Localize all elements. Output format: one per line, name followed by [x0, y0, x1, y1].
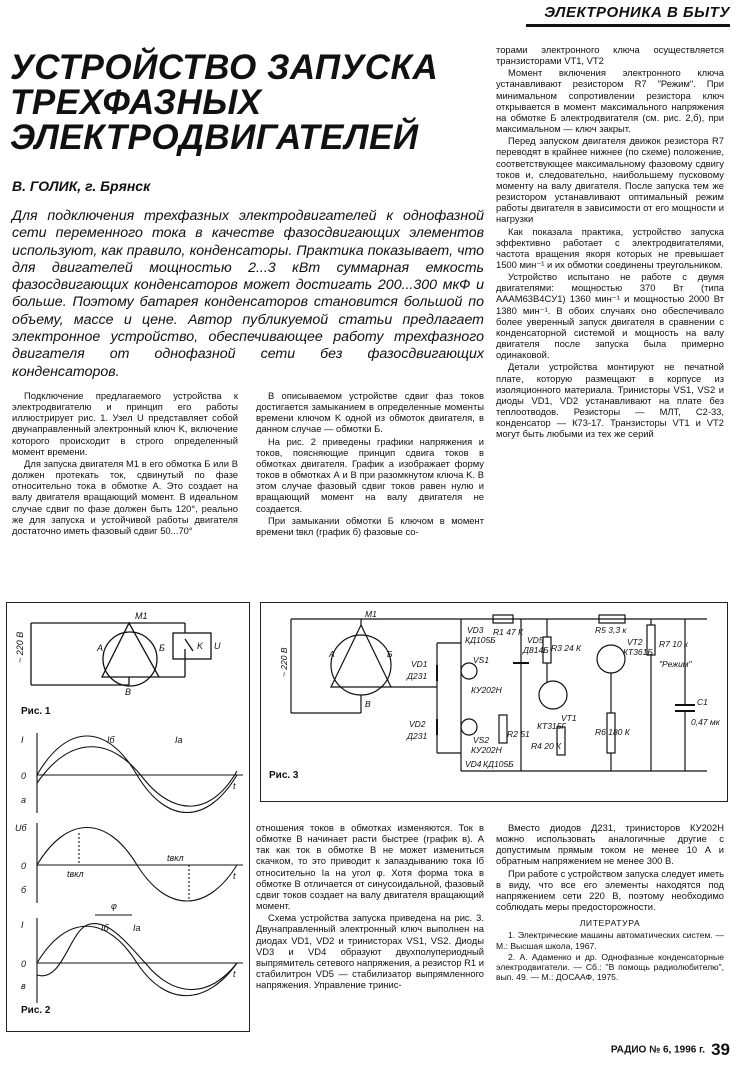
paragraph: Детали устройства монтируют не печатной плате, которую размещают в корпусе из изоляционного материала. Тринисторы VS1, VS2 и диоды VD1, VD2 устанавливают на плате без теплоотводов. Резисторы — МЛТ, С2-33, конденсатор — К73-17. Транзисторы VT1 и VT2 могут быть любыми из тех же серий [496, 361, 724, 440]
fig3-supply-label: ~ 220 B [279, 647, 289, 677]
fig3-motor-label: M1 [365, 609, 377, 619]
graph-v-letter: в [21, 981, 26, 991]
graph-a-curve-ia [37, 747, 237, 806]
vd4-label: VD4 [465, 759, 482, 769]
literature-item: 2. А. Адаменко и др. Однофазные конденсаторные электродвигатели. — Сб.: "В помощь радиолюбителю", вып. 49. — М.: ДОСААФ, 1975. [496, 951, 724, 983]
vd3-type: КД105Б [465, 635, 496, 645]
r7-mode: "Режим" [659, 659, 692, 669]
fig1-winding-b: Б [159, 643, 165, 653]
lead-paragraph: Для подключения трехфазных электродвигателей к однофазной сети переменного тока в качестве фазосдвигающих элементов используют, как правило, конденсаторы. Практика показывает, что для двигателей мощностью 2...3 кВт суммарная емкость фазосдвигающих конденсаторов может достигать 200...300 мкФ и больше. Поэтому батарея конденсаторов становится большой по объему, массе и цене. Автор публикуемой статьи предлагает электронное устройство, обеспечивающее работу трехфазного двигателя от однофазной сети без фазосдвигающих конденсаторов. [12, 208, 484, 380]
title-line: УСТРОЙСТВО ЗАПУСКА [10, 48, 439, 87]
author: В. ГОЛИК, г. Брянск [12, 178, 151, 194]
fig3-caption: Рис. 3 [269, 770, 299, 781]
key-switch [185, 639, 193, 651]
literature-item: 1. Электрические машины автоматических систем. — М.: Высшая школа, 1967. [496, 930, 724, 951]
vs1-thyristor [461, 663, 477, 679]
r7-label: R7 10 к [659, 639, 689, 649]
r4-label: R4 20 К [531, 741, 562, 751]
vd5-type: Д814Б [523, 645, 549, 655]
axis-t-label: t [233, 969, 236, 979]
title-line: ТРЕХФАЗНЫХ [10, 83, 262, 122]
r2-label: R2 51 [507, 729, 530, 739]
vd2-type: Д231 [407, 731, 428, 741]
literature-heading: ЛИТЕРАТУРА [579, 918, 641, 929]
vd1-label: VD1 [411, 659, 428, 669]
graph-b-curve [37, 828, 237, 902]
paragraph: Вместо диодов Д231, тринисторов КУ202Н можно использовать аналогичные другие с допустимым прямым током не менее 10 А и обратным напряжением не менее 300 В. [496, 822, 724, 867]
r1-label: R1 47 К [493, 627, 524, 637]
figure-1-2-drawing [7, 603, 251, 1033]
vs1-label: VS1 [473, 655, 490, 665]
vd2-label: VD2 [409, 719, 426, 729]
vt2-transistor [597, 645, 625, 673]
motor-triangle [102, 623, 159, 677]
section-tag: ЭЛЕКТРОНИКА В БЫТУ [544, 4, 730, 21]
ib-label: Iб [101, 923, 109, 933]
title-line: ЭЛЕКТРОДВИГАТЕЛЕЙ [10, 118, 419, 157]
axis-t-label: t [233, 781, 236, 791]
axis-t-label: t [233, 871, 236, 881]
vt2-label: VT2 [627, 637, 643, 647]
section-rule [526, 24, 730, 27]
paragraph: Перед запуском двигателя движок резистора R7 переводят в крайнее нижнее (по схеме) положение, соответствующее максимальному фазовому сдвигу токов и, следовательно, наибольшему пусковому моменту на валу двигателя. После запуска тем же резистором устанавливают оптимальный режим работы двигателя в зависимости от его мощности и нагрузки [496, 135, 724, 225]
vs2-thyristor [461, 719, 477, 735]
vd1-type: Д231 [407, 671, 428, 681]
graph-v-curve-ia [37, 926, 237, 995]
magazine-issue: РАДИО № 6, 1996 г. [610, 1044, 706, 1056]
vs2-label: VS2 [473, 735, 490, 745]
r5-label: R5 3,3 к [595, 625, 627, 635]
vs1-type: КУ202Н [471, 685, 502, 695]
paragraph: При замыкании обмотки Б ключом в момент времени tвкл (график б) фазовые со- [256, 514, 484, 537]
fig1-winding-v: В [125, 687, 132, 697]
column-3-bottom [496, 822, 724, 983]
column-3 [496, 44, 724, 440]
motor-triangle [331, 625, 391, 687]
vt2-type: КТ361Б [623, 647, 653, 657]
paragraph: Схема устройства запуска приведена на рис. 3. Двунаправленный электронный ключ выполнен на диодах VD1, VD2 и тринисторах VS1, VS2. Диоды VD3 и VD4 образуют двухполупериодный выпрямитель сетевого напряжения, а резистор R1 и стабилитрон VD5 — стабилизатор выпрямленного напряжения. Управление тринис- [256, 912, 484, 991]
fig3-winding-b: Б [387, 649, 393, 659]
graph-a-curve-ib [37, 736, 237, 813]
ia-label: Iа [175, 735, 183, 745]
ia-label: Iа [133, 923, 141, 933]
fig1-caption: Рис. 1 [21, 706, 51, 717]
graph-b-letter: б [21, 885, 27, 895]
figure-1-2-frame [6, 602, 250, 1032]
paragraph: Подключение предлагаемого устройства к электродвигателю и принцип его работы иллюстрирует рис. 1. Узел U представляет собой двунаправленный электронный ключ K, включение которого происходит в строго определенный момент времени. [12, 390, 238, 457]
fig2-caption: Рис. 2 [21, 1005, 51, 1016]
vd3-label: VD3 [467, 625, 484, 635]
graph-v-curve-ib [37, 924, 237, 990]
article-title [10, 50, 480, 155]
vt1-type: КТ315Г [537, 721, 567, 731]
tvkl-label: tвкл [167, 853, 184, 863]
c1-value: 0,47 мк [691, 717, 720, 727]
vt1-label: VT1 [561, 713, 577, 723]
fig1-unit-label: U [214, 641, 221, 651]
key-unit-box [173, 633, 211, 659]
vd4-type: КД105Б [483, 759, 514, 769]
paragraph: торами электронного ключа осуществляется транзисторами VT1, VT2 [496, 44, 724, 67]
axis-u-label: Uб [15, 823, 27, 833]
axis-origin: 0 [21, 959, 27, 969]
figure-3-schematic [261, 603, 729, 803]
c1-label: С1 [697, 697, 708, 707]
axis-i-label: I [21, 920, 24, 930]
graph-a-letter: a [21, 795, 27, 805]
vt1-transistor [539, 681, 567, 709]
column-2-bottom [256, 822, 484, 991]
paragraph: Для запуска двигателя M1 в его обмотка Б или В должен протекать ток, сдвинутый по фазе относительно тока в обмотке А. Это создает на валу двигателя вращающий момент. В идеальном случае сдвиг по фазе должен быть 120°, реально же для запуска и устойчивой работы двигателя достаточно иметь фазовый сдвиг 50...70° [12, 457, 238, 536]
fig1-motor-label: M1 [135, 611, 148, 621]
r6-label: R6 180 К [595, 727, 630, 737]
paragraph: На рис. 2 приведены графики напряжения и токов, поясняющие принцип сдвига токов в обмотках двигателя. График а изображает форму токов в обмотках А и В при разомкнутом ключа K. В этом случае фазовый сдвиг токов равен нулю и вращающий момент на валу двигателя не создается. [256, 435, 484, 514]
vs2-type: КУ202Н [471, 745, 502, 755]
page-footer [570, 1040, 730, 1060]
column-2 [256, 390, 484, 538]
vd5-label: VD5 [527, 635, 544, 645]
paragraph: В описываемом устройстве сдвиг фаз токов достигается замыканием в определенные моменты времени ключом K одной из обмоток двигателя, в данном случае — обмотки Б. [256, 390, 484, 435]
axis-i-label: I [21, 735, 24, 745]
paragraph: отношения токов в обмотках изменяются. Ток в обмотке В начинает расти быстрее (график в). А так как ток в обмотке В не может измениться скачком, то это приводит к запаздыванию тока Iб относительно Iа на угол φ. Хотя форма тока в обмотке В отличается от синусоидальной, фазовый сдвиг токов создает на валу двигателя вращающий момент. [256, 822, 484, 912]
paragraph: При работе с устройством запуска следует иметь в виду, что все его элементы находятся под напряжением сети 220 В, поэтому необходимо соблюдать меры предосторожности. [496, 867, 725, 913]
fig3-winding-a: А [329, 649, 335, 659]
axis-origin: 0 [21, 771, 27, 781]
fig1-winding-a: А [97, 643, 104, 653]
figure-3-frame [260, 602, 728, 802]
tvkl-label: tвкл [67, 869, 84, 879]
r2-resistor [499, 715, 507, 743]
paragraph: Как показала практика, устройство запуска эффективно работает с электродвигателями, частота вращения якоря которых не превышает 1500 мин⁻¹ и их обмотки соединены треугольником. [496, 225, 724, 270]
fig3-winding-v: В [365, 699, 371, 709]
ib-label: Iб [107, 735, 115, 745]
motor-circle [331, 635, 391, 695]
paragraph: Устройство испытано не работе с двумя двигателями: мощностью 370 Вт (типа AAAM63B4CУ1) 1360 мин⁻¹ и мощностью 2000 Вт 1380 мин⁻¹. В обоих случаях оно обеспечивало более уверенный запуск двигателя в сравнении с конденсаторной системой и мощность на валу двигателя после запуска была примерно одинаковой. [496, 271, 724, 361]
page-number: 39 [711, 1040, 730, 1059]
phi-label: φ [111, 901, 117, 911]
fig1-supply-label: ~ 220 B [15, 631, 25, 663]
column-1 [12, 390, 238, 537]
axis-origin: 0 [21, 861, 27, 871]
r3-label: R3 24 К [551, 643, 582, 653]
paragraph: Момент включения электронного ключа устанавливают резистором R7 "Режим". При минимальном сопротивлении резистора ключ открывается в момент максимального напряжения на обмотке Б электродвигателя (см. рис. 2,б), при максимальном — ключ закрыт. [496, 67, 724, 135]
fig1-key-label: K [197, 641, 204, 651]
